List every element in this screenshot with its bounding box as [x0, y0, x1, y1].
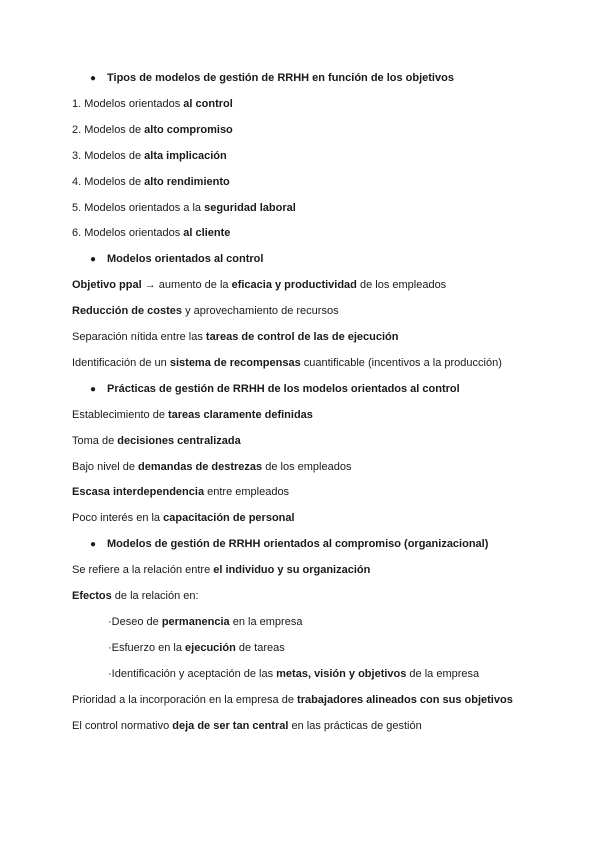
text-line [72, 485, 289, 499]
bold-text: capacitación de personal [163, 512, 295, 525]
bold-text: decisiones centralizada [117, 434, 241, 447]
text-segment: en las prácticas de gestión [288, 719, 422, 732]
text-segment: de la empresa [406, 667, 480, 680]
text-segment: de la relación en: [111, 590, 199, 602]
bold-text: eficacia y productividad [231, 279, 357, 292]
bold-text: tareas de control de las de ejecución [205, 331, 399, 343]
text-line [72, 330, 399, 344]
bullet-icon: ● [90, 254, 97, 266]
bold-text: Tipos de modelos de gestión de RRHH en función de los objetivos [107, 72, 454, 84]
indented-line [108, 615, 302, 629]
bold-text: al control [183, 97, 233, 110]
text-segment: Se refiere a la relación entre [72, 564, 214, 577]
text-segment: Prioridad a la incorporación en la empresa de [72, 693, 298, 706]
text-segment: 1. Modelos orientados [72, 97, 184, 110]
text-segment: 3. Modelos de [72, 149, 145, 162]
bold-text: permanencia [161, 615, 230, 628]
bold-text: Modelos orientados al control [107, 253, 264, 266]
text-segment: 5. Modelos orientados a la [72, 201, 205, 214]
text-segment: 6. Modelos orientados [72, 227, 184, 240]
bold-text: alto rendimiento [144, 175, 230, 188]
bold-text: ejecución [185, 641, 236, 654]
text-line [72, 226, 230, 240]
text-segment: ·Identificación y aceptación de las [108, 667, 277, 680]
text-segment: Toma de [72, 434, 118, 447]
text-line [72, 97, 233, 111]
text-segment: de los empleados [262, 460, 352, 473]
text-line [72, 460, 351, 474]
text-segment: en la empresa [229, 615, 303, 628]
text-line [72, 356, 502, 370]
bullet-heading [90, 71, 454, 86]
bullet-heading [90, 537, 488, 552]
text-line [72, 201, 296, 215]
bold-text: Efectos [72, 590, 112, 602]
text-segment: ·Esfuerzo en la [108, 641, 186, 654]
text-segment: ·Deseo de [108, 615, 162, 628]
text-line [72, 278, 446, 292]
bold-text: deja de ser tan central [172, 719, 289, 732]
text-segment: y aprovechamiento de recursos [182, 305, 339, 318]
bold-text: alta implicación [144, 149, 227, 162]
text-segment: Separación nítida entre las [72, 331, 206, 343]
text-segment: entre empleados [204, 486, 290, 499]
bold-text: alto compromiso [144, 123, 233, 136]
bold-text: el individuo y su organización [213, 564, 371, 577]
text-line [72, 408, 313, 422]
bold-text: sistema de recompensas [169, 356, 301, 369]
text-segment: Establecimiento de [72, 408, 168, 421]
text-line [72, 149, 227, 163]
bullet-heading [90, 382, 460, 397]
bold-text: Prácticas de gestión de RRHH de los modelos orientados al control [107, 382, 460, 395]
bold-text: Objetivo ppal [72, 279, 142, 292]
text-line [72, 589, 199, 603]
bullet-icon: ● [90, 73, 97, 84]
text-segment: de los empleados [356, 279, 447, 292]
text-segment: 2. Modelos de [72, 123, 145, 136]
indented-line [108, 641, 285, 655]
text-segment: El control normativo [72, 719, 173, 732]
text-line [72, 511, 295, 525]
bold-text: tareas claramente definidas [168, 408, 313, 421]
bold-text: Modelos de gestión de RRHH orientados al compromiso (organizacional) [107, 538, 489, 551]
bold-text: al cliente [183, 227, 231, 240]
text-segment: de tareas [235, 641, 285, 654]
text-segment: → aumento de la [141, 279, 232, 292]
text-line [72, 719, 422, 733]
bold-text: Reducción de costes [72, 305, 183, 318]
text-segment: Bajo nivel de [72, 460, 139, 473]
bold-text: demandas de destrezas [138, 460, 263, 473]
text-line [72, 434, 241, 448]
bold-text: seguridad laboral [204, 201, 296, 214]
text-segment: 4. Modelos de [72, 175, 145, 188]
text-line [72, 175, 230, 189]
bullet-heading [90, 252, 263, 267]
text-line [72, 693, 513, 707]
bold-text: Escasa interdependencia [72, 486, 205, 499]
bullet-icon: ● [90, 539, 97, 551]
text-segment: Identificación de un [72, 356, 170, 369]
bold-text: metas, visión y objetivos [276, 667, 407, 680]
text-line [72, 304, 339, 318]
indented-line [108, 667, 479, 681]
bullet-icon: ● [90, 383, 97, 395]
text-segment: Poco interés en la [72, 512, 164, 525]
text-line [72, 563, 370, 577]
text-segment: cuantificable (incentivos a la producción) [300, 356, 502, 369]
bold-text: trabajadores alineados con sus objetivos [297, 693, 513, 706]
text-line [72, 123, 233, 137]
